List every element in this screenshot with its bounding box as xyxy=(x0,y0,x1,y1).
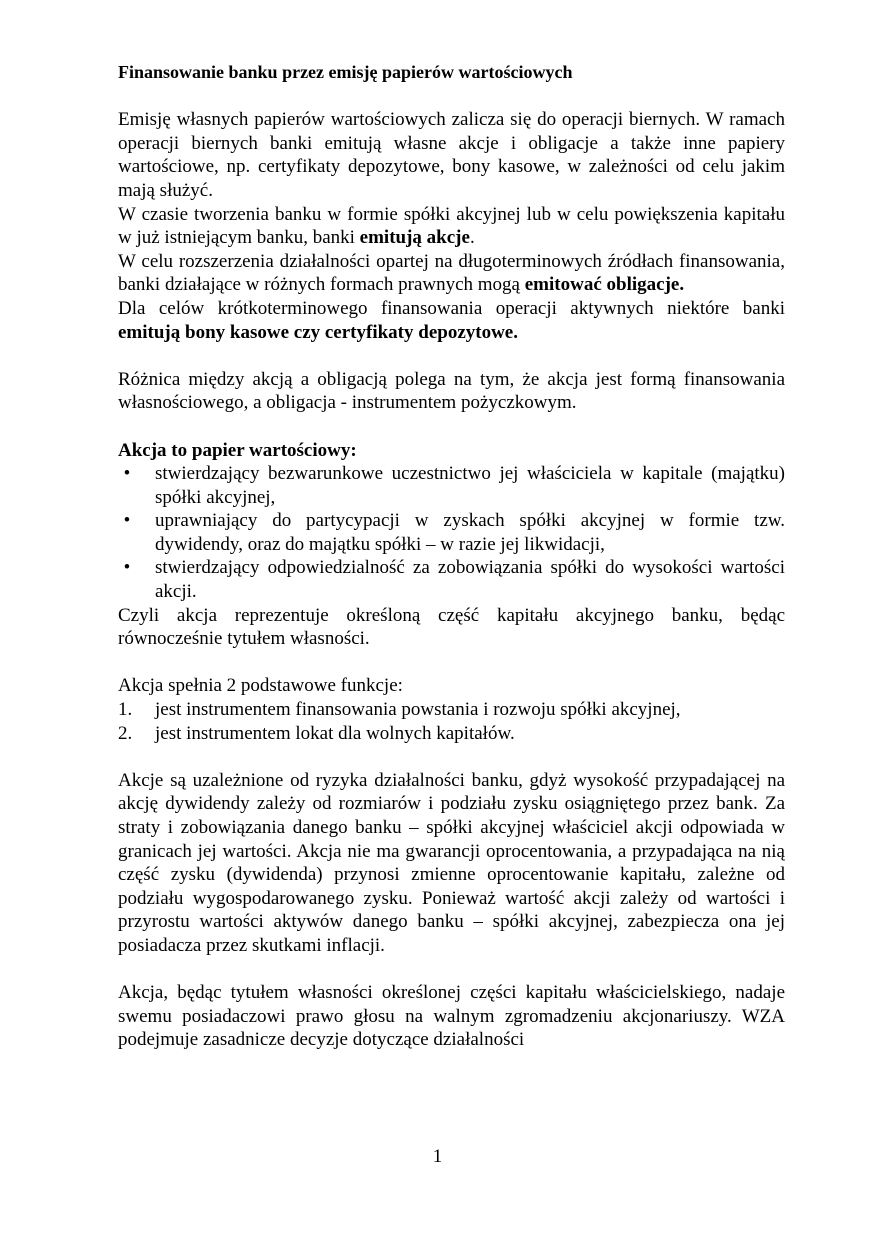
paragraph-text: W czasie tworzenia banku w formie spółki akcyjnej lub w celu powiększenia kapitału w już istniejącym banku, banki xyxy=(118,203,785,249)
list-number: 2. xyxy=(118,722,133,744)
spacer xyxy=(118,958,785,982)
list-item-text: jest instrumentem lokat dla wolnych kapitałów. xyxy=(155,722,515,744)
page-number: 1 xyxy=(432,1146,443,1167)
list-item-text: uprawniający do partycypacji w zyskach spółki akcyjnej w formie tzw. dywidendy, oraz do majątku spółki – w razie jej likwidacji, xyxy=(155,510,785,555)
paragraph-shares xyxy=(118,203,785,250)
spacer xyxy=(118,415,785,439)
paragraph-voting: Akcja, będąc tytułem własności określonej części kapitału właścicielskiego, nadaje swemu posiadaczowi prawo głosu na walnym zgromadzeniu akcjonariuszy. WZA podejmuje zasadnicze decyzje dotyczące działalności xyxy=(118,982,785,1051)
list-item-text: stwierdzający bezwarunkowe uczestnictwo jej właściciela w kapitale (majątku) spółki akcyjnej, xyxy=(155,463,785,508)
document-body xyxy=(118,61,785,1052)
functions-intro: Akcja spełnia 2 podstawowe funkcje: xyxy=(118,675,403,697)
bullet-list xyxy=(118,462,785,604)
bold-phrase: emitować obligacje. xyxy=(524,274,685,296)
bullet-icon: • xyxy=(123,557,131,579)
spacer xyxy=(118,651,785,675)
paragraph-emission-intro: Emisję własnych papierów wartościowych zalicza się do operacji biernych. W ramach operacji biernych banki emitują własne akcje i obligacje a także inne papiery wartościowe, np. certyfikaty depozytowe, bony kasowe, w zależności od celu jakim mają służyć. xyxy=(118,109,785,201)
paragraph-risk: Akcje są uzależnione od ryzyka działalności banku, gdyż wysokość przypadającej na akcję dywidendy zależy od rozmiarów i podziału zysku osiągniętego przez bank. Za straty i zobowiązania danego banku – spółki akcyjnej właściciel akcji odpowiada w granicach jej wartości. Akcja nie ma gwarancji oprocentowania, a przypadająca na nią część zysku (dywidenda) przynosi zmienne oprocentowanie kapitału, zależne od podziału wygospodarowanego zysku. Ponieważ wartość akcji zależy od wartości i przyrostu wartości aktywów danego banku – spółki akcyjnej, zabezpiecza ona jej posiadacza przez skutkami inflacji. xyxy=(118,769,785,956)
bold-phrase: emitują bony kasowe czy certyfikaty depozytowe. xyxy=(118,321,518,343)
paragraph-difference: Różnica między akcją a obligacją polega na tym, że akcja jest formą finansowania własnościowego, a obligacja - instrumentem pożyczkowym. xyxy=(118,368,785,414)
paragraph-text: Dla celów krótkoterminowego finansowania operacji aktywnych niektóre banki xyxy=(118,297,785,319)
list-item xyxy=(118,509,785,556)
list-item xyxy=(118,722,785,746)
paragraph-bonds xyxy=(118,250,785,297)
list-item xyxy=(118,462,785,509)
paragraph-text: W celu rozszerzenia działalności opartej na długoterminowych źródłach finansowania, banki działające w różnych formach prawnych mogą xyxy=(118,250,785,296)
paragraph-end: . xyxy=(469,227,475,249)
list-number: 1. xyxy=(118,699,133,721)
document-title: Finansowanie banku przez emisję papierów wartościowych xyxy=(118,62,573,82)
bullet-icon: • xyxy=(123,510,131,532)
bullet-icon: • xyxy=(123,463,131,485)
paragraph-short-term xyxy=(118,297,785,344)
bold-phrase: emitują akcje xyxy=(359,227,470,249)
list-item xyxy=(118,556,785,603)
list-item-text: jest instrumentem finansowania powstania i rozwoju spółki akcyjnej, xyxy=(155,699,681,721)
spacer xyxy=(118,344,785,368)
numbered-list xyxy=(118,698,785,745)
section-heading: Akcja to papier wartościowy: xyxy=(118,439,357,461)
list-item-text: stwierdzający odpowiedzialność za zobowiązania spółki do wysokości wartości akcji. xyxy=(155,557,785,603)
list-item xyxy=(118,698,785,722)
paragraph-summary: Czyli akcja reprezentuje określoną część kapitału akcyjnego banku, będąc równocześnie tytułem własności. xyxy=(118,604,785,650)
spacer xyxy=(118,745,785,769)
